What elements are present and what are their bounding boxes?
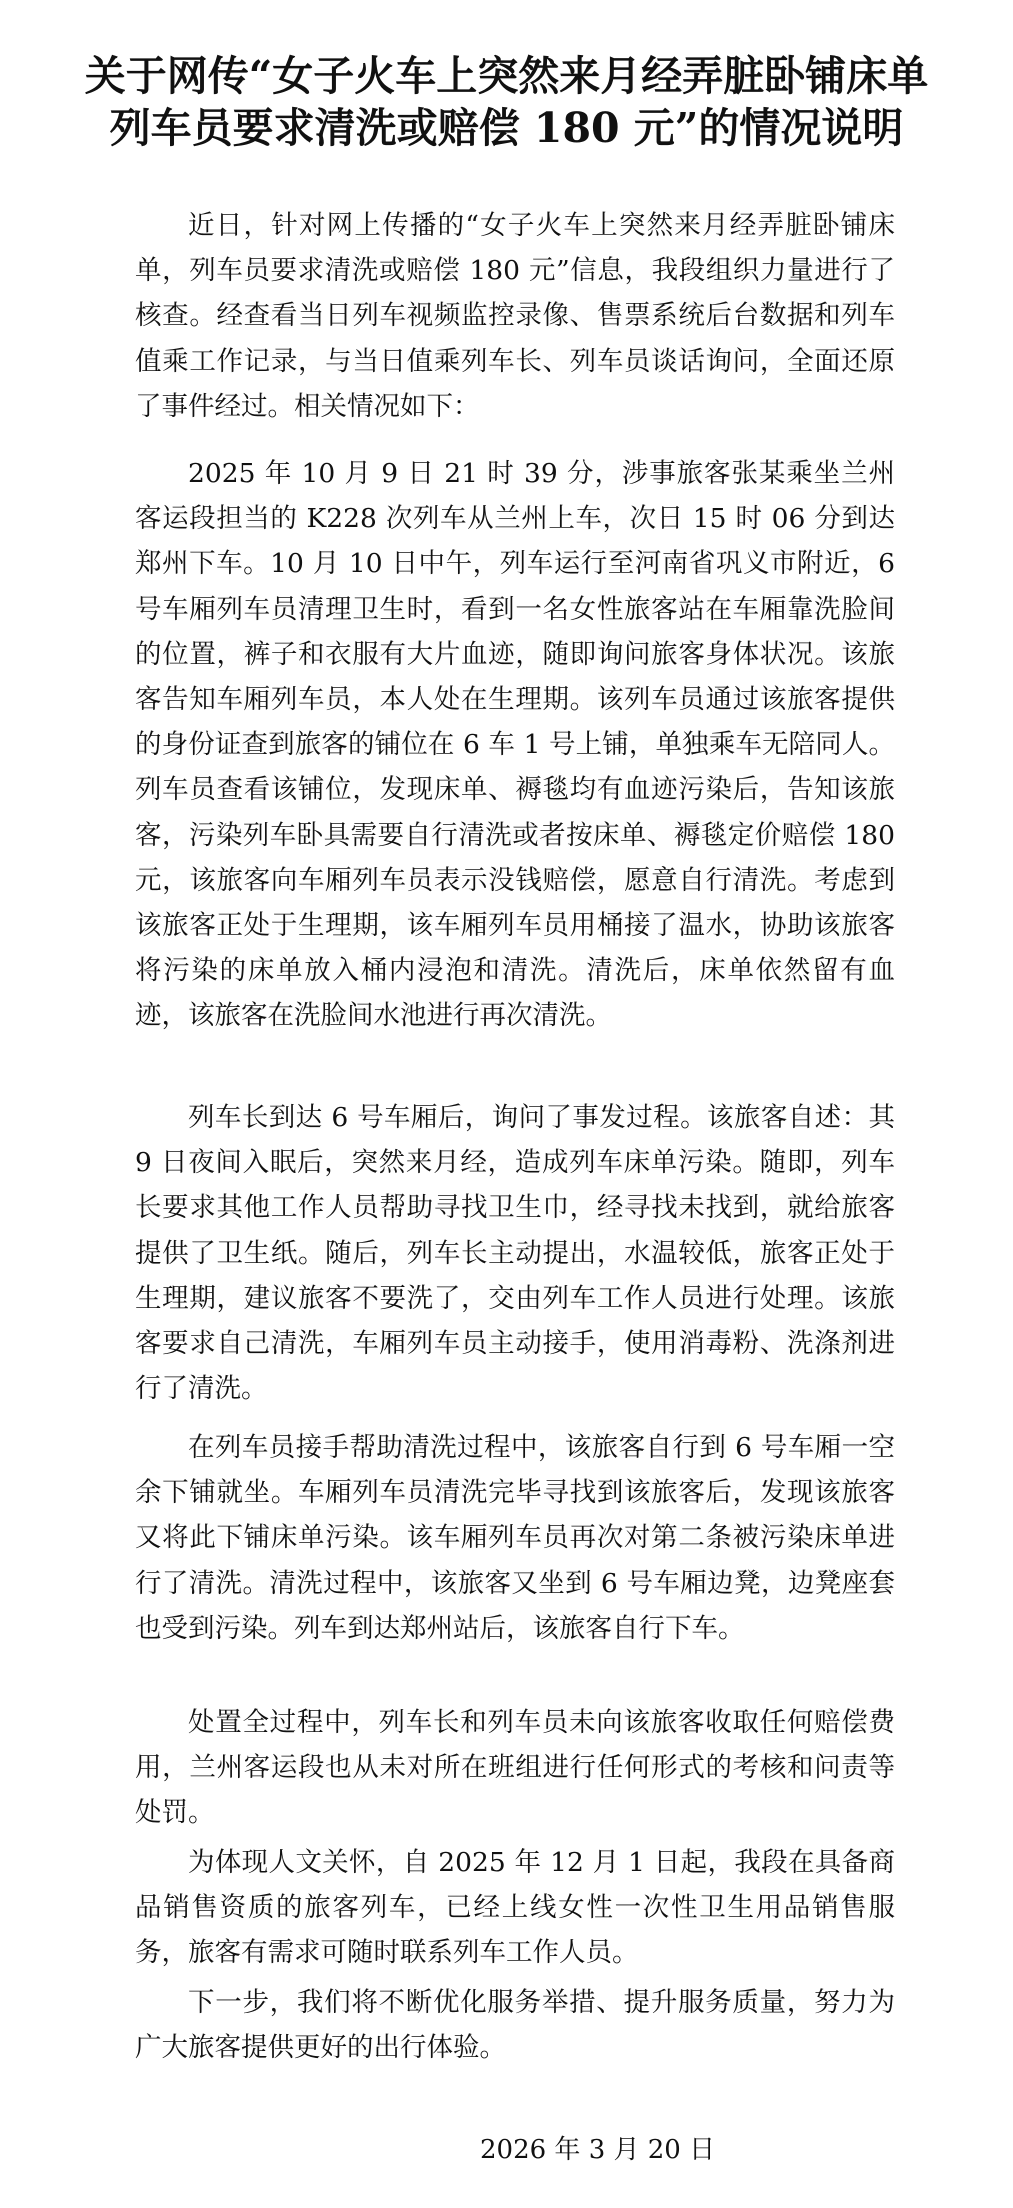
paragraph-intro: 近日，针对网上传播的“女子火车上突然来月经弄脏卧铺床单，列车员要求清洗或赔偿 180 元”信息，我段组织力量进行了核查。经查看当日列车视频监控录像、售票系统后台数据和列车值乘工作记录，与当日值乘列车长、列车员谈话询问，全面还原了事件经过。相关情况如下： bbox=[135, 210, 895, 422]
document-title-line-2: 列车员要求清洗或赔偿 180 元”的情况说明 bbox=[109, 104, 904, 152]
paragraph-second-cleaning: 在列车员接手帮助清洗过程中，该旅客自行到 6 号车厢一空余下铺就坐。车厢列车员清洗完毕寻找到该旅客后，发现该旅客又将此下铺床单污染。该车厢列车员再次对第二条被污染床单进行了清洗。清洗过程中，该旅客又坐到 6 号车厢边凳，边凳座套也受到污染。列车到达郑州站后，该旅客自行下车。 bbox=[135, 1432, 895, 1644]
document-title-line-1: 关于网传“女子火车上突然来月经弄脏卧铺床单 bbox=[84, 52, 929, 100]
paragraph-new-service: 为体现人文关怀，自 2025 年 12 月 1 日起，我段在具备商品销售资质的旅客列车，已经上线女性一次性卫生用品销售服务，旅客有需求可随时联系列车工作人员。 bbox=[135, 1847, 895, 1969]
paragraph-no-fees: 处置全过程中，列车长和列车员未向该旅客收取任何赔偿费用，兰州客运段也从未对所在班组进行任何形式的考核和问责等处罚。 bbox=[135, 1707, 895, 1829]
paragraph-train-conductor: 列车长到达 6 号车厢后，询问了事发过程。该旅客自述：其 9 日夜间入眠后，突然来月经，造成列车床单污染。随即，列车长要求其他工作人员帮助寻找卫生巾，经寻找未找到，就给旅客提供了卫生纸。随后，列车长主动提出，水温较低，旅客正处于生理期，建议旅客不要洗了，交由列车工作人员进行处理。该旅客要求自己清洗，车厢列车员主动接手，使用消毒粉、洗涤剂进行了清洗。 bbox=[135, 1102, 895, 1405]
paragraph-next-steps: 下一步，我们将不断优化服务举措、提升服务质量，努力为广大旅客提供更好的出行体验。 bbox=[135, 1987, 895, 2064]
document-date: 2026 年 3 月 20 日 bbox=[480, 2135, 716, 2165]
paragraph-incident: 2025 年 10 月 9 日 21 时 39 分，涉事旅客张某乘坐兰州客运段担当的 K228 次列车从兰州上车，次日 15 时 06 分到达郑州下车。10 月 10 日中午，列车运行至河南省巩义市附近，6 号车厢列车员清理卫生时，看到一名女性旅客站在车厢靠洗脸间的位置，裤子和衣服有大片血迹，随即询问旅客身体状况。该旅客告知车厢列车员，本人处在生理期。该列车员通过该旅客提供的身份证查到旅客的铺位在 6 车 1 号上铺，单独乘车无陪同人。列车员查看该铺位，发现床单、褥毯均有血迹污染后，告知该旅客，污染列车卧具需要自行清洗或者按床单、褥毯定价赔偿 180 元，该旅客向车厢列车员表示没钱赔偿，愿意自行清洗。考虑到该旅客正处于生理期，该车厢列车员用桶接了温水，协助该旅客将污染的床单放入桶内浸泡和清洗。清洗后，床单依然留有血迹，该旅客在洗脸间水池进行再次清洗。 bbox=[135, 458, 895, 1032]
